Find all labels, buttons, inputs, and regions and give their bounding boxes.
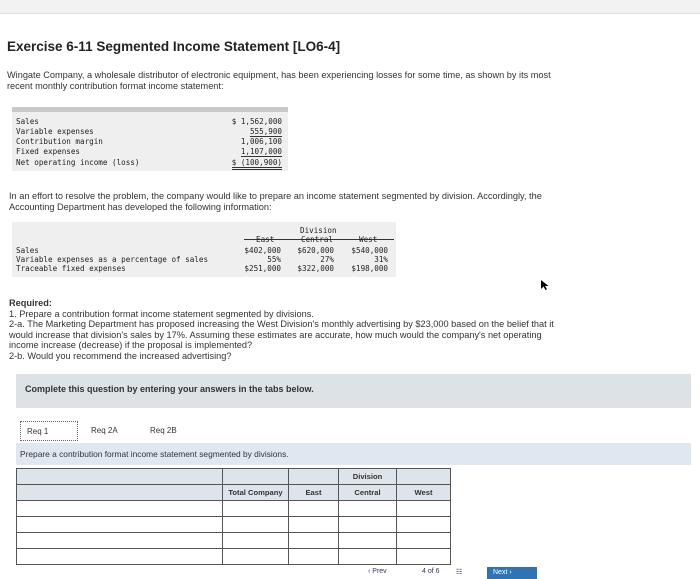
- prompt-text: Prepare a contribution format income statement segmented by divisions.: [20, 449, 289, 459]
- mouse-cursor-icon: [540, 279, 550, 291]
- is-row-value: $ 1,562,000: [231, 117, 282, 126]
- is-row-label: Fixed expenses: [16, 147, 81, 156]
- division-header-cell: Division: [339, 469, 397, 485]
- answer-label-input[interactable]: [17, 533, 223, 549]
- segment-intro-line-2: Accounting Department has developed the following information:: [9, 202, 272, 212]
- table-header-cell: [17, 485, 223, 501]
- tab-req-1[interactable]: Req 1: [20, 421, 78, 441]
- required-line: income increase (decrease) if the proposal is implemented?: [9, 340, 253, 350]
- division-col-central: Central: [301, 235, 334, 244]
- required-line: 2-a. The Marketing Department has proposed increasing the West Division's monthly advertising by $23,000 based on the belief that it: [9, 319, 554, 329]
- division-cell: 27%: [320, 255, 334, 264]
- division-cell: $198,000: [351, 264, 388, 273]
- is-row-value: 555,900: [249, 127, 282, 136]
- answer-table: [16, 468, 451, 565]
- answer-cell-input[interactable]: [339, 549, 397, 565]
- answer-cell-input[interactable]: [397, 533, 451, 549]
- exercise-title: Exercise 6-11 Segmented Income Statement [LO6-4]: [7, 39, 341, 54]
- tab-req-2b[interactable]: Req 2B: [144, 421, 194, 441]
- browser-top-strip: [0, 0, 700, 14]
- table-header-cell: [17, 469, 223, 485]
- division-cell: $251,000: [244, 264, 281, 273]
- answer-cell-input[interactable]: [289, 533, 339, 549]
- division-row-label: Sales: [16, 246, 39, 255]
- division-cell: $322,000: [297, 264, 334, 273]
- answer-cell-input[interactable]: [339, 517, 397, 533]
- division-col-west: West: [359, 235, 378, 244]
- answer-cell-input[interactable]: [289, 517, 339, 533]
- tab-req-2a[interactable]: Req 2A: [85, 421, 135, 441]
- intro-line-2: recent monthly contribution format income statement:: [7, 81, 224, 91]
- answer-cell-input[interactable]: [289, 501, 339, 517]
- division-col-east: East: [256, 235, 275, 244]
- is-row-value: 1,107,000: [240, 147, 282, 156]
- table-header-cell: [223, 469, 289, 485]
- answer-cell-input[interactable]: [289, 549, 339, 565]
- is-row-label: Variable expenses: [16, 127, 94, 136]
- col-central: Central: [339, 485, 397, 501]
- chevron-right-icon: ›: [507, 569, 512, 576]
- required-section: [9, 298, 609, 361]
- answer-cell-input[interactable]: [223, 501, 289, 517]
- answer-cell-input[interactable]: [339, 501, 397, 517]
- answer-cell-input[interactable]: [397, 549, 451, 565]
- division-cell: 55%: [267, 255, 281, 264]
- next-label: Next: [493, 569, 508, 576]
- is-row-value: $ (100,900): [232, 158, 282, 170]
- intro-line-1: Wingate Company, a wholesale distributor of electronic equipment, has been experiencing losses for some time, as shown by its most: [7, 70, 551, 80]
- answer-cell-input[interactable]: [223, 533, 289, 549]
- segment-intro-line-1: In an effort to resolve the problem, the company would like to prepare an income statement segmented by division. Accordingly, the: [9, 191, 542, 201]
- division-row-label: Variable expenses as a percentage of sales: [16, 255, 209, 264]
- chevron-left-icon: ‹: [368, 568, 373, 575]
- instructions-text: Complete this question by entering your answers in the tabs below.: [25, 384, 314, 394]
- answer-cell-input[interactable]: [339, 533, 397, 549]
- instructions-banner: [16, 374, 691, 408]
- answer-cell-input[interactable]: [397, 517, 451, 533]
- division-cell: $402,000: [244, 246, 281, 255]
- prev-button[interactable]: [368, 568, 387, 575]
- page-indicator: 4 of 6: [422, 568, 440, 575]
- col-east: East: [289, 485, 339, 501]
- answer-label-input[interactable]: [17, 549, 223, 565]
- next-button[interactable]: [487, 567, 537, 579]
- division-cell: $540,000: [351, 246, 388, 255]
- division-info-box: [12, 222, 396, 277]
- table-header-cell: [289, 469, 339, 485]
- answer-cell-input[interactable]: [223, 549, 289, 565]
- is-row-label: Sales: [16, 117, 39, 126]
- grid-menu-icon[interactable]: ☷: [456, 569, 463, 576]
- required-line: 2-b. Would you recommend the increased advertising?: [9, 350, 232, 361]
- answer-label-input[interactable]: [17, 517, 223, 533]
- intro-paragraph: [7, 70, 551, 92]
- answer-label-input[interactable]: [17, 501, 223, 517]
- prompt-banner: [16, 443, 691, 465]
- division-header: Division: [300, 226, 337, 235]
- division-cell: $620,000: [297, 246, 334, 255]
- required-heading: Required:: [9, 298, 52, 308]
- segment-intro-paragraph: [9, 191, 542, 213]
- prev-label: Prev: [372, 568, 387, 575]
- required-line: 1. Prepare a contribution format income statement segmented by divisions.: [9, 308, 314, 319]
- is-row-label: Net operating income (loss): [16, 158, 140, 167]
- required-line: would increase that division's sales by 17%. Assuming these estimates are accurate, how much would the company's net operating: [9, 329, 542, 340]
- col-total-company: Total Company: [223, 485, 289, 501]
- col-west: West: [397, 485, 451, 501]
- is-row-value: 1,006,100: [240, 137, 282, 146]
- division-cell: 31%: [374, 255, 388, 264]
- is-row-label: Contribution margin: [16, 137, 103, 146]
- income-statement-box: [12, 107, 288, 171]
- answer-cell-input[interactable]: [397, 501, 451, 517]
- division-row-label: Traceable fixed expenses: [16, 264, 126, 273]
- answer-cell-input[interactable]: [223, 517, 289, 533]
- table-header-cell: [397, 469, 451, 485]
